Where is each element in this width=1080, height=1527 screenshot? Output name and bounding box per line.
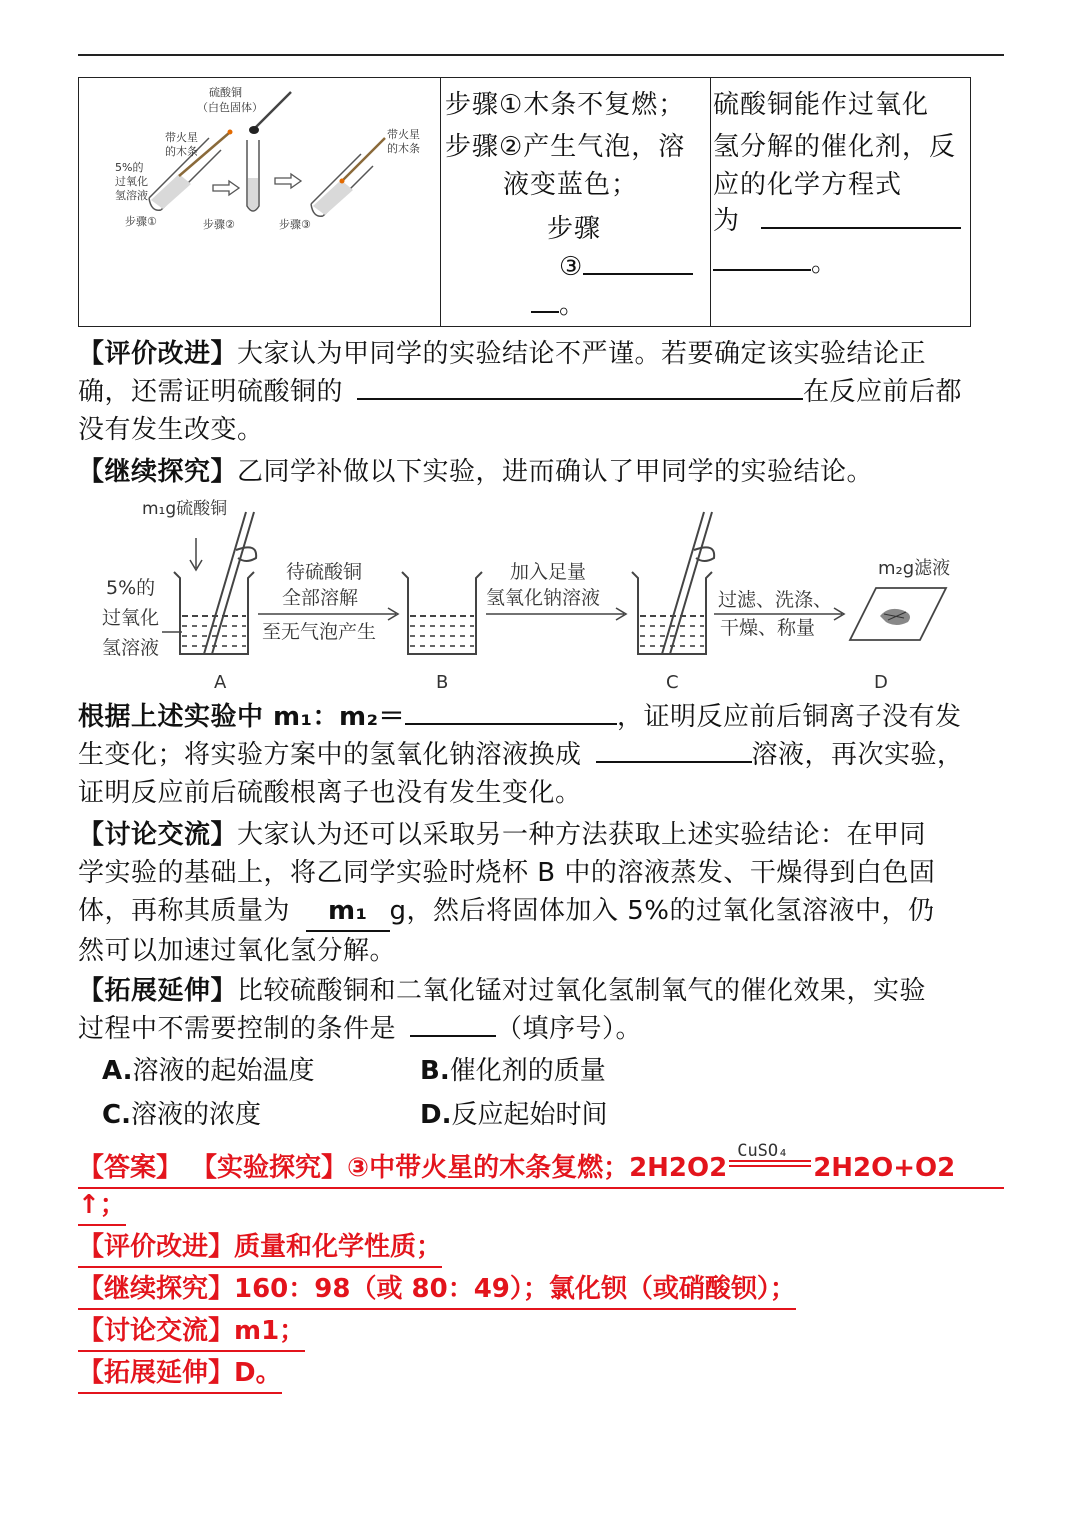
conclusion-period: 。 (811, 248, 839, 278)
phenomena-line-2: 步骤②产生气泡，溶 (445, 132, 686, 162)
discuss-tag: 【讨论交流】 (78, 820, 238, 850)
extend-text-1: 比较硫酸铜和二氧化锰对过氧化氢制氧气的催化效果，实验 (237, 976, 927, 1006)
option-b (420, 1052, 606, 1090)
ratio-blank[interactable] (405, 701, 617, 725)
fig1-label-white-solid: （白色固体） (197, 101, 263, 114)
table-cell-conclusion (711, 78, 972, 326)
evaluate-text-2a: 确，还需证明硫酸铜的 (78, 377, 344, 407)
fig2-h2o2-1: 5%的 (106, 577, 156, 599)
continue-section (78, 453, 1004, 491)
option-a-text: 溶液的起始温度 (132, 1056, 315, 1086)
fig2-m2-label: m₂g滤液 (878, 558, 951, 579)
equation-blank-2[interactable] (713, 247, 811, 271)
fig2-arrow3-top: 过滤、洗涤、 (718, 589, 833, 611)
ratio-text-2b: 溶液，再次实验， (751, 740, 964, 770)
discuss-text-1: 大家认为还可以采取另一种方法获取上述实验结论：在甲同 (237, 820, 927, 850)
conclusion-line-2: 氢分解的催化剂，反 (713, 132, 957, 162)
phenomena-line-5 (559, 248, 693, 286)
fig2-label-c: C (666, 672, 679, 693)
evaluate-text-1: 大家认为甲同学的实验结论不严谨。若要确定该实验结论正 (237, 339, 927, 369)
option-c-letter: C. (102, 1100, 131, 1130)
equation-blank-1[interactable] (761, 205, 961, 229)
option-b-text: 催化剂的质量 (449, 1056, 606, 1086)
answer-catalyst: CuSO₄ (737, 1141, 789, 1161)
experiment-flow-figure (96, 492, 976, 702)
step-figure (79, 78, 439, 326)
option-b-letter: B. (420, 1056, 450, 1086)
fig1-label-step1: 步骤① (125, 215, 157, 228)
continue-tag: 【继续探究】 (78, 457, 238, 487)
beaker-c (632, 512, 714, 654)
solution-blank[interactable] (596, 739, 752, 763)
extend-blank[interactable] (410, 1013, 496, 1037)
fig2-arrow2-top-1: 加入足量 (510, 561, 587, 583)
answer-line-2: ↑； (78, 1186, 126, 1226)
fig1-label-splint-left-1: 带火星 (165, 131, 198, 144)
fig1-label-h2o2-3: 氢溶液 (115, 189, 148, 202)
step3-number: ③ (559, 252, 584, 282)
fig1-label-splint-left-2: 的木条 (165, 145, 198, 158)
answer-line-5: 【讨论交流】m1； (78, 1312, 305, 1352)
option-d-text: 反应起始时间 (451, 1100, 608, 1130)
evaluate-text-2b: 在反应前后都 (803, 377, 963, 407)
option-d-letter: D. (420, 1100, 452, 1130)
answer-equals-bar-2 (729, 1165, 811, 1167)
ratio-text-1a: 根据上述实验中 m₁：m₂＝ (78, 702, 406, 732)
fig1-label-h2o2-1: 5%的 (115, 161, 144, 174)
fig2-arrow2-top-2: 氢氧化钠溶液 (486, 587, 601, 609)
beaker-a (162, 512, 256, 654)
conclusion-line-1: 硫酸铜能作过氧化 (713, 90, 930, 120)
filter-paper-d (850, 588, 946, 640)
ratio-line-2 (78, 736, 1004, 774)
fig1-label-h2o2-2: 过氧化 (115, 175, 148, 188)
fig2-label-a: A (214, 672, 227, 693)
ratio-text-1b: ，证明反应前后铜离子没有发 (617, 702, 962, 732)
evaluate-section (78, 335, 1004, 449)
extend-section (78, 972, 1004, 1048)
top-rule (78, 54, 1004, 56)
fig2-arrow1-top-2: 全部溶解 (282, 587, 359, 609)
option-c (102, 1096, 261, 1134)
answer-text-1a: 【答案】 【实验探究】③中带火星的木条复燃；2H2O2 (78, 1153, 728, 1183)
step3-blank-1[interactable] (583, 251, 693, 275)
fig2-m1-label: m₁g硫酸铜 (142, 499, 228, 519)
conclusion-line-3: 应的化学方程式 (713, 170, 903, 200)
phenomena-line-1: 步骤①木条不复燃； (445, 90, 686, 120)
conclusion-wei: 为 (713, 206, 741, 236)
conclusion-line-4 (713, 202, 961, 240)
option-c-text: 溶液的浓度 (130, 1100, 261, 1130)
conclusion-line-5 (713, 244, 838, 282)
option-a-letter: A. (102, 1056, 133, 1086)
phenomena-line-4: 步骤 (547, 214, 602, 244)
step3-period: 。 (559, 290, 587, 320)
discuss-text-3b: g，然后将固体加入 5%的过氧化氢溶液中，仍 (389, 896, 935, 926)
fig1-label-splint-right-1: 带火星 (387, 128, 420, 141)
discuss-text-3a: 体，再称其质量为 (78, 896, 291, 926)
fig2-arrow-1 (258, 608, 398, 620)
fig2-arrow-2 (486, 608, 626, 620)
extend-text-2b: （填序号）。 (496, 1014, 643, 1044)
discuss-line-3 (78, 892, 1004, 932)
extend-line-2 (78, 1010, 1004, 1048)
discuss-section (78, 816, 1004, 970)
ratio-line-3: 证明反应前后硫酸根离子也没有发生变化。 (78, 778, 582, 808)
extend-text-2a: 过程中不需要控制的条件是 (78, 1014, 397, 1044)
evaluate-tag: 【评价改进】 (78, 339, 238, 369)
beaker-b (402, 572, 482, 654)
fig2-label-d: D (874, 672, 888, 693)
extend-line-1 (78, 972, 1004, 1010)
extend-tag: 【拓展延伸】 (78, 976, 238, 1006)
fig2-h2o2-3: 氢溶液 (102, 637, 160, 659)
discuss-line-1 (78, 816, 1004, 854)
option-a (102, 1052, 315, 1090)
step3-blank-2[interactable] (531, 289, 559, 313)
continue-text: 乙同学补做以下实验，进而确认了甲同学的实验结论。 (237, 457, 874, 487)
fig1-label-step2: 步骤② (203, 218, 235, 231)
fig2-arrow3-bottom: 干燥、称量 (720, 617, 816, 639)
discuss-line-2: 学实验的基础上，将乙同学实验时烧杯 B 中的溶液蒸发、干燥得到白色固 (78, 858, 936, 888)
fig2-arrow1-bottom: 至无气泡产生 (262, 621, 377, 643)
evaluate-line-1 (78, 335, 1004, 373)
fig2-label-b: B (436, 672, 449, 693)
answer-line-3: 【评价改进】质量和化学性质； (78, 1228, 442, 1268)
fig1-label-step3: 步骤③ (279, 218, 311, 231)
answer-equals-bar-1 (729, 1160, 811, 1162)
ratio-section (78, 698, 1004, 812)
evaluate-line-3: 没有发生改变。 (78, 415, 264, 445)
answer-line-1 (78, 1141, 1004, 1189)
answer-line-4: 【继续探究】160：98（或 80：49）；氯化钡（或硝酸钡）； (78, 1270, 796, 1310)
ratio-line-1 (78, 698, 1004, 736)
answer-equation-arrow (727, 1141, 813, 1176)
table-cell-phenomena (441, 78, 711, 326)
evaluate-blank[interactable] (357, 376, 803, 400)
discuss-m1: m₁ (306, 892, 389, 932)
answer-text-1b: 2H2O+O2 (813, 1153, 956, 1183)
option-d (420, 1096, 607, 1134)
table-cell-figure (79, 78, 441, 326)
fig2-arrow1-top-1: 待硫酸铜 (286, 561, 363, 583)
fig1-label-splint-right-2: 的木条 (387, 142, 420, 155)
answer-line-6: 【拓展延伸】D。 (78, 1354, 282, 1394)
fig1-label-cuso4: 硫酸铜 (209, 86, 242, 99)
discuss-line-4: 然可以加速过氧化氢分解。 (78, 936, 397, 966)
fig2-h2o2-2: 过氧化 (102, 607, 160, 629)
phenomena-line-3: 液变蓝色； (503, 170, 639, 200)
experiment-table (78, 77, 971, 327)
evaluate-line-2 (78, 373, 1004, 411)
phenomena-line-6 (531, 286, 586, 324)
ratio-text-2a: 生变化；将实验方案中的氢氧化钠溶液换成 (78, 740, 582, 770)
